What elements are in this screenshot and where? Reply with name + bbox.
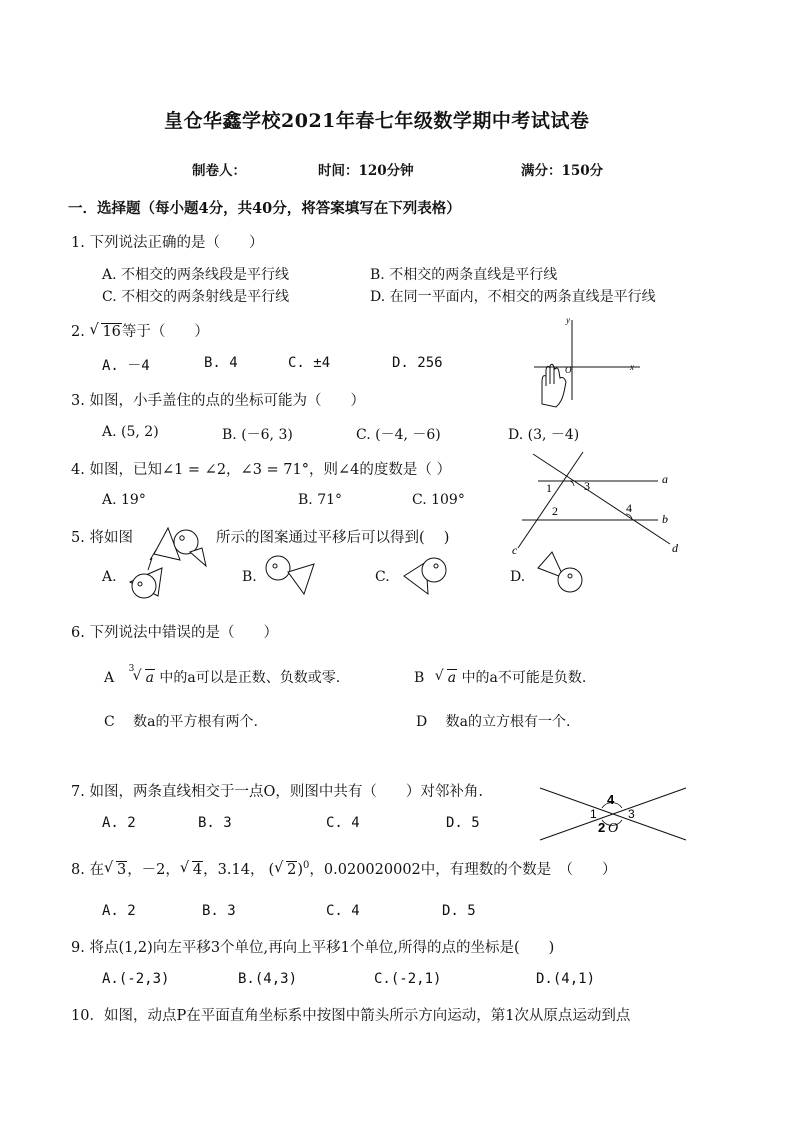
q5-stem-start: 5. 将如图	[71, 530, 133, 546]
q6-option-b-text: 中的a不可能是负数.	[461, 670, 587, 686]
sqrt-3: √ 3	[103, 860, 127, 878]
line-d	[533, 454, 670, 544]
q9-option-d: D.(4,1)	[536, 971, 596, 987]
q7-figure	[536, 780, 696, 844]
q6-stem: 6. 下列说法中错误的是（ ）	[71, 625, 278, 641]
q1-stem: 1. 下列说法正确的是（ ）	[71, 235, 264, 251]
y-axis-label: y	[566, 315, 570, 325]
section-heading: 一．选择题（每小题4分，共40分，将答案填写在下列表格）	[68, 200, 461, 217]
q4-stem: 4. 如图，已知∠1 = ∠2，∠3 = 71°，则∠4的度数是（ ）	[71, 462, 451, 478]
q1-option-d: D. 在同一平面内，不相交的两条直线是平行线	[370, 289, 656, 305]
angle-4-label: 4	[626, 501, 632, 515]
q5-option-c: C.	[375, 569, 390, 585]
q2-number: 2.	[71, 324, 85, 340]
angle-1-label: 1	[590, 807, 597, 821]
q3-stem: 3. 如图，小手盖住的点的坐标可能为（ ）	[71, 393, 365, 409]
line-a-label: a	[662, 472, 668, 486]
origin-label: O	[565, 365, 572, 375]
q5-option-c-figure	[398, 550, 458, 600]
q2-radicand: 16	[102, 324, 121, 340]
q3-figure	[528, 312, 648, 412]
sqrt-radicand-b: a	[447, 670, 457, 686]
q7-option-b: B. 3	[198, 815, 232, 831]
power-expression: ( √ 2)$^0$	[268, 860, 310, 878]
q4-option-c: C. 109°	[412, 492, 465, 508]
q8-option-c: C. 4	[326, 903, 360, 919]
angle-3-label: 3	[584, 479, 590, 493]
q5-option-b-figure	[262, 550, 322, 600]
q2-option-c: C. ±4	[288, 355, 331, 371]
sqrt-2-radicand: 2	[287, 862, 297, 878]
sqrt-4: √ 4	[179, 860, 203, 878]
author-label: 制卷人：	[192, 163, 246, 179]
sqrt-expression: √ 16	[89, 322, 121, 340]
page-title: 皇仓华鑫学校2021年春七年级数学期中考试试卷	[164, 110, 590, 132]
q5-option-d: D.	[510, 569, 526, 585]
q7-option-d: D. 5	[446, 815, 480, 831]
cube-root-index: 3	[128, 664, 135, 674]
angle-3-arc	[570, 481, 574, 486]
q9-stem: 9. 将点(1,2)向左平移3个单位,再向上平移1个单位,所得的点的坐标是( )	[71, 940, 555, 956]
hand-icon	[542, 364, 566, 407]
angle-3-label: 3	[628, 807, 635, 821]
q6-option-b	[414, 667, 586, 687]
q8-option-a: A. 2	[102, 903, 136, 919]
point-o-label: O	[608, 821, 619, 836]
sqrt-3-radicand: 3	[116, 862, 127, 878]
line-b-label: b	[662, 512, 668, 526]
q3-option-d: D. (3, －4)	[508, 427, 580, 443]
line-c-label: c	[512, 543, 518, 557]
line-c	[518, 452, 583, 548]
q7-option-a: A. 2	[102, 815, 136, 831]
q10-stem: 10．如图，动点P在平面直角坐标系中按图中箭头所示方向运动，第1次从原点运动到点	[71, 1008, 631, 1024]
q3-option-b: B. (－6, 3)	[222, 427, 293, 443]
q8-option-d: D. 5	[442, 903, 476, 919]
angle-1-label: 1	[546, 481, 552, 495]
q8-tail: ，0.020020002中，有理数的个数是 （ ）	[309, 862, 617, 878]
q5-option-d-figure	[530, 548, 590, 598]
q5-option-b: B.	[242, 569, 257, 585]
q6-option-a-text: 中的a可以是正数、负数或零.	[159, 670, 341, 686]
q1-option-c: C. 不相交的两条射线是平行线	[102, 289, 290, 305]
q8-option-b: B. 3	[202, 903, 236, 919]
q6-option-b-letter: B	[414, 670, 425, 686]
q4-option-a: A. 19°	[102, 492, 146, 508]
angle-2-label: 2	[552, 504, 558, 518]
score-label: 满分：150分	[521, 163, 604, 179]
q7-stem: 7. 如图，两条直线相交于一点O，则图中共有（ ）对邻补角.	[71, 784, 483, 800]
q2-option-d: D. 256	[392, 355, 443, 371]
q8-prefix: 8. 在	[71, 862, 104, 878]
angle-4-label: 4	[607, 792, 615, 807]
q3-option-c: C. (－4, －6)	[356, 427, 441, 443]
q5-option-a: A.	[102, 569, 117, 585]
q1-option-b: B. 不相交的两条直线是平行线	[370, 267, 558, 283]
sqrt-expression-b: √ a	[434, 668, 457, 686]
q9-option-a: A.(-2,3)	[102, 971, 170, 987]
q8-mid-2: ，3.14，	[203, 862, 265, 878]
q8-mid-1: ，－2，	[127, 862, 180, 878]
q4-option-b: B. 71°	[298, 492, 343, 508]
x-axis-label: x	[630, 362, 634, 372]
sqrt-4-radicand: 4	[192, 862, 203, 878]
angle-2-label: 2	[598, 820, 606, 835]
q2-tail: 等于（ ）	[121, 324, 209, 340]
q4-figure	[508, 448, 688, 558]
q9-option-c: C.(-2,1)	[374, 971, 442, 987]
q2-option-a: A. －4	[102, 358, 150, 374]
q6-option-c: C 数a的平方根有两个.	[104, 714, 258, 730]
q6-option-d: D 数a的立方根有一个.	[416, 714, 571, 730]
q3-option-a: A. (5, 2)	[102, 424, 159, 440]
time-label: 时间：120分钟	[318, 163, 414, 179]
power-exponent: 0	[303, 860, 310, 872]
cube-root-expression: 3 √ a	[128, 664, 154, 686]
cube-root-radicand: a	[145, 670, 154, 686]
q6-option-a-letter: A	[104, 670, 115, 686]
q2-option-b: B. 4	[204, 355, 238, 371]
q5-option-a-figure	[122, 552, 182, 602]
q1-option-a: A. 不相交的两条线段是平行线	[102, 267, 290, 283]
line-d-label: d	[672, 541, 678, 555]
q6-option-a	[104, 664, 341, 687]
q9-option-b: B.(4,3)	[238, 971, 298, 987]
q7-option-c: C. 4	[326, 815, 360, 831]
q8-stem	[71, 858, 617, 879]
q5-stem-end: 所示的图案通过平移后可以得到( )	[216, 530, 450, 546]
q2-stem	[71, 320, 209, 341]
